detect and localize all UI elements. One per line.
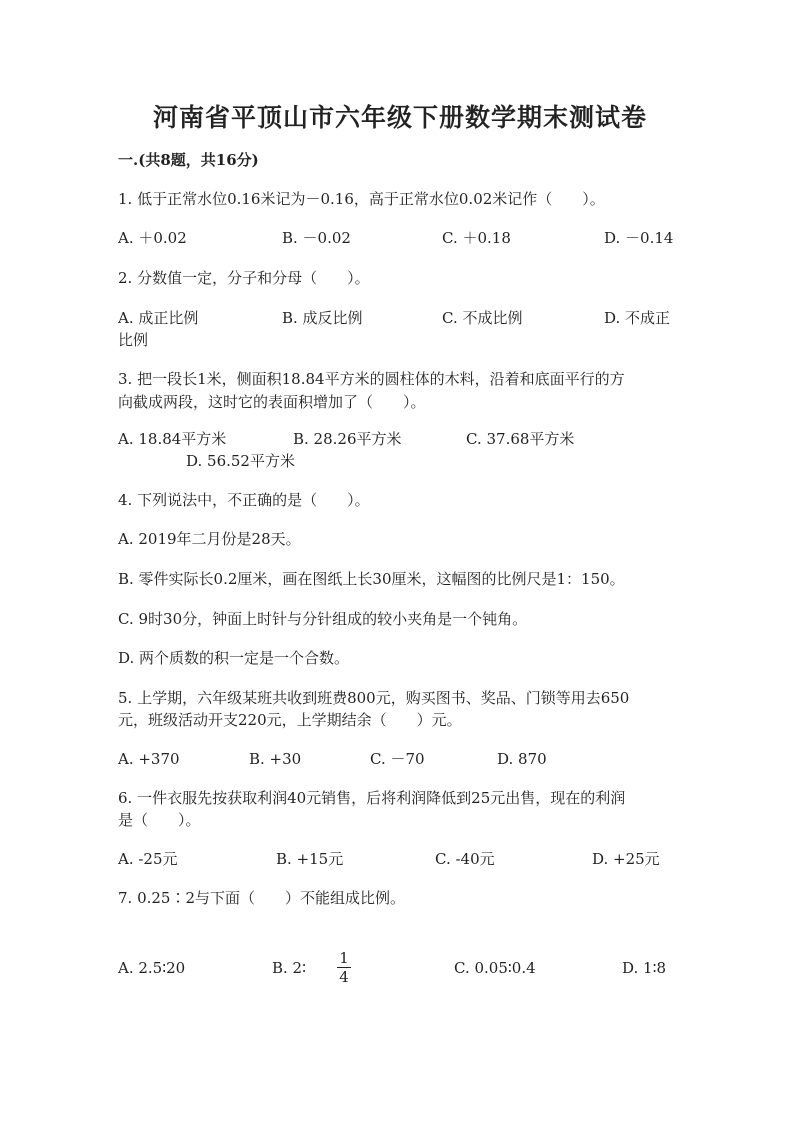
question-5-stem-line-1: 5. 上学期，六年级某班共收到班费800元，购买图书、奖品、门锁等用去650 xyxy=(118,689,630,707)
q1-option-d: D. －0.14 xyxy=(604,229,674,247)
q7-option-d: D. 1∶8 xyxy=(622,959,667,977)
q5-option-a: A. +370 xyxy=(118,750,180,768)
q1-option-c: C. ＋0.18 xyxy=(442,229,511,247)
q3-option-d: D. 56.52平方米 xyxy=(186,452,295,470)
q4-option-b: B. 零件实际长0.2厘米，画在图纸上长30厘米，这幅图的比例尺是1：150。 xyxy=(118,570,625,588)
question-6-stem-line-2: 是（ ）。 xyxy=(118,811,201,829)
q2-option-b: B. 成反比例 xyxy=(282,309,363,327)
fraction-denominator: 4 xyxy=(339,968,349,986)
q6-option-c: C. -40元 xyxy=(435,850,495,868)
q6-option-d: D. +25元 xyxy=(592,850,660,868)
q7-option-b: B. 2∶ xyxy=(272,959,307,977)
q2-option-d-continued: 比例 xyxy=(118,331,149,349)
question-4-stem: 4. 下列说法中，不正确的是（ ）。 xyxy=(118,491,370,509)
q5-option-b: B. +30 xyxy=(249,750,302,768)
section-heading: 一.(共8题，共16分) xyxy=(118,151,259,169)
page-title: 河南省平顶山市六年级下册数学期末测试卷 xyxy=(152,103,647,132)
q2-option-d: D. 不成正 xyxy=(604,309,671,327)
q3-option-a: A. 18.84平方米 xyxy=(118,430,227,448)
q4-option-c: C. 9时30分，钟面上时针与分针组成的较小夹角是一个钝角。 xyxy=(118,610,528,628)
question-1-stem: 1. 低于正常水位0.16米记为－0.16，高于正常水位0.02米记作（ ）。 xyxy=(118,190,605,208)
q5-option-d: D. 870 xyxy=(497,750,547,768)
q5-option-c: C. －70 xyxy=(370,750,425,768)
q4-option-d: D. 两个质数的积一定是一个合数。 xyxy=(118,649,350,667)
question-3-stem-line-1: 3. 把一段长1米，侧面积18.84平方米的圆柱体的木料，沿着和底面平行的方 xyxy=(118,370,625,388)
q2-option-c: C. 不成比例 xyxy=(442,309,523,327)
question-6-stem-line-1: 6. 一件衣服先按获取利润40元销售，后将利润降低到25元出售，现在的利润 xyxy=(118,789,626,807)
q1-option-b: B. －0.02 xyxy=(282,229,351,247)
q3-option-b: B. 28.26平方米 xyxy=(293,430,402,448)
q7-option-b-fraction xyxy=(337,950,351,985)
q7-option-c: C. 0.05∶0.4 xyxy=(454,959,536,977)
q3-option-c: C. 37.68平方米 xyxy=(466,430,575,448)
q4-option-a: A. 2019年二月份是28天。 xyxy=(118,530,301,548)
q1-option-a: A. ＋0.02 xyxy=(118,229,187,247)
q2-option-a: A. 成正比例 xyxy=(118,309,199,327)
q7-option-a: A. 2.5∶20 xyxy=(118,959,186,977)
q6-option-a: A. -25元 xyxy=(118,850,178,868)
q6-option-b: B. +15元 xyxy=(276,850,344,868)
question-5-stem-line-2: 元，班级活动开支220元，上学期结余（ ）元。 xyxy=(118,711,462,729)
question-7-stem: 7. 0.25∶2与下面（ ）不能组成比例。 xyxy=(118,889,406,907)
fraction-numerator: 1 xyxy=(339,949,349,967)
question-2-stem: 2. 分数值一定，分子和分母（ ）。 xyxy=(118,269,370,287)
question-3-stem-line-2: 向截成两段，这时它的表面积增加了（ ）。 xyxy=(118,393,426,411)
